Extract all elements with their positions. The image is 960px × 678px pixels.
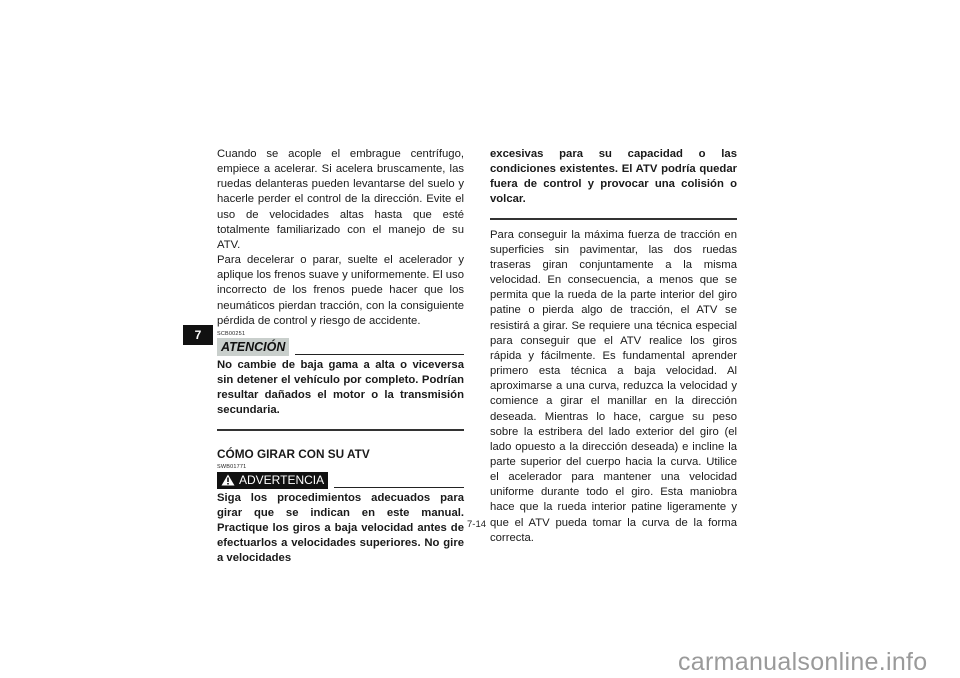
paragraph-braking: Para decelerar o parar, suelte el acelerador y aplique los frenos suave y uniformemente. El uso incorrecto de los frenos puede hacer que los neumáticos pierdan tracción, con la consiguiente pérdida de control y riesgo de accidente. [217, 254, 464, 327]
warning-badge [217, 472, 328, 489]
paragraph-clutch: Cuando se acople el embrague centrífugo, empiece a acelerar. Si acelera bruscamente, las ruedas delanteras pueden levantarse del suelo y hacerle perder el control de la dirección. Evite el uso de velocidades altas hasta que esté totalmente familiarizado con el manejo de su ATV. [217, 148, 464, 251]
notice-header-line [295, 354, 464, 355]
page-number: 7-14 [467, 519, 487, 530]
notice-code: SCB00251 [217, 330, 246, 337]
notice-label: ATENCIÓN [217, 338, 289, 356]
paragraph-turning: Para conseguir la máxima fuerza de tracción en superficies sin pavimentar, las dos ruedas traseras giran conjuntamente a la misma velocidad. En consecuencia, a menos que se permita que la rueda de la parte interior del giro patine o pierda algo de tracción, el ATV se resistirá a girar. Se requiere una técnica especial para conseguir que el ATV realice los giros rápida y fácilmente. Es fundamental aprender primero esta técnica a baja velocidad. Al aproximarse a una curva, reduzca la velocidad y comience a girar el manillar en la dirección deseada. Mientras lo hace, cargue su peso sobre la estribera del lado exterior del giro (el lado opuesto a la dirección deseada) e incline la parte superior del cuerpo hacia la curva. Utilice el acelerador para mantener una velocidad uniforme durante todo el giro. Esta maniobra hace que la rueda interior patine ligeramente y que el ATV pueda tomar la curva de la forma correcta. [490, 228, 737, 544]
warning-header [217, 471, 464, 489]
warning-code: SWB01771 [217, 463, 247, 470]
section-tab: 7 [183, 325, 213, 345]
notice-header [217, 338, 464, 356]
warning-text-start: Siga los procedimientos adecuados para girar que se indican en este manual. Practique los giros a baja velocidad antes de efectuarlos a velocidades superiores. No gire a velocidades [217, 491, 464, 565]
warning-triangle-icon [221, 474, 235, 486]
watermark-link[interactable]: carmanualsonline.info [678, 648, 928, 676]
warning-text-end: excesivas para su capacidad o las condiciones existentes. El ATV podría quedar fuera de control y provocar una colisión o volcar. [490, 148, 737, 206]
notice-text: No cambie de baja gama a alta o viceversa sin detener el vehículo por completo. Podrían resultar dañados el motor o la transmisión secundaria. [217, 358, 464, 417]
left-column [217, 147, 464, 566]
warning-header-line [334, 487, 464, 488]
section-heading: CÓMO GIRAR CON SU ATV [217, 446, 370, 461]
warning-label: ADVERTENCIA [239, 472, 325, 487]
notice-end-rule [217, 429, 464, 431]
warning-end-rule [490, 218, 737, 220]
right-column [490, 147, 737, 546]
